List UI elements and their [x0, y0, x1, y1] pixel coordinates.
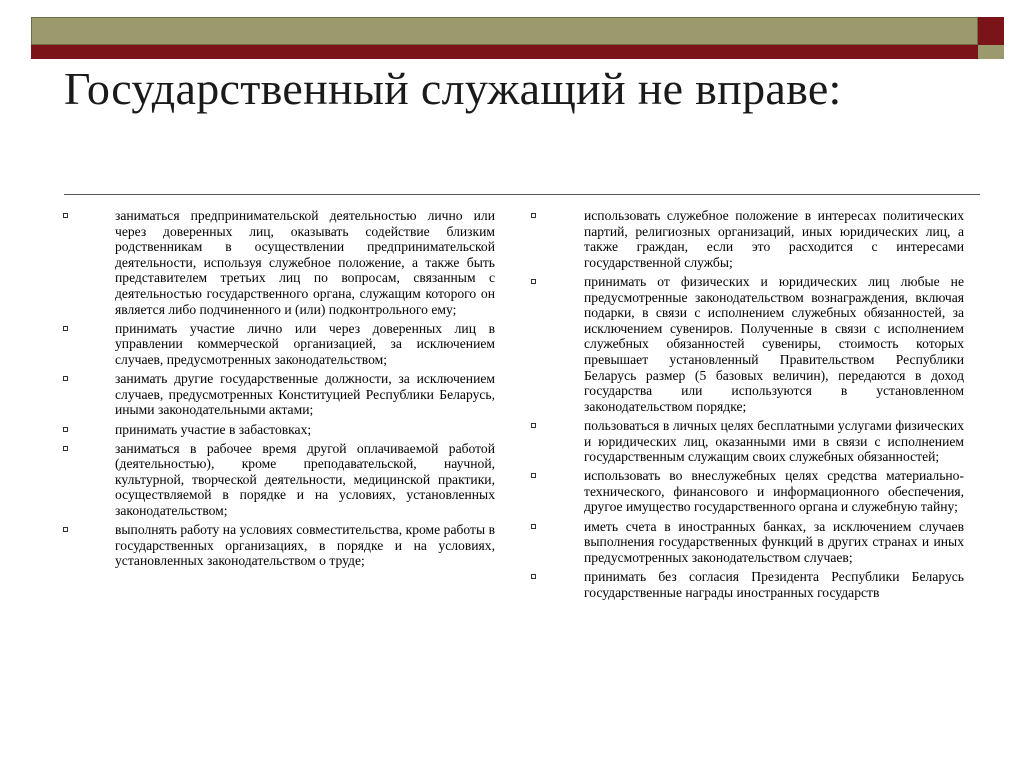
right-column-list	[531, 208, 964, 604]
square-bullet-icon	[63, 527, 68, 532]
list-item	[63, 422, 495, 438]
list-item	[63, 522, 495, 569]
list-item	[531, 468, 964, 515]
list-item	[531, 519, 964, 566]
list-item	[531, 569, 964, 600]
list-item-text: пользоваться в личных целях бесплатными услугами физических и юридических лиц, оказанными ими в связи с исполнением государственным служащим своих служебных обязанностей;	[584, 417, 964, 465]
list-item	[63, 321, 495, 368]
square-bullet-icon	[531, 473, 536, 478]
list-item	[63, 441, 495, 519]
square-bullet-icon	[63, 446, 68, 451]
list-item	[531, 418, 964, 465]
list-item	[63, 371, 495, 418]
list-item-text: принимать участие в забастовках;	[115, 421, 312, 437]
list-item-text: использовать служебное положение в интересах политических партий, религиозных организаций, иных юридических лиц, а также граждан, если это расходится с интересами государственной службы;	[584, 208, 964, 270]
header-olive-bar	[31, 17, 978, 45]
square-bullet-icon	[531, 279, 536, 284]
square-bullet-icon	[63, 213, 68, 218]
slide-title: Государственный служащий не вправе:	[64, 63, 842, 114]
square-bullet-icon	[63, 427, 68, 432]
list-item-text: принимать без согласия Президента Республики Беларусь государственные награды иностранных государств	[584, 569, 964, 600]
list-item-text: иметь счета в иностранных банках, за исключением случаев выполнения государственных функций в других странах и иных предусмотренных законодательством случаев;	[584, 518, 964, 565]
square-bullet-icon	[63, 326, 68, 331]
header-olive-square	[978, 45, 1004, 59]
list-item-text: заниматься предпринимательской деятельностью лично или через доверенных лиц, оказывать содействие близким родственникам в осуществлении предпринимательской деятельности, используя служебное положение, а также быть представителем третьих лиц по вопросам, связанным с деятельностью государственного органа, служащим которого он является либо подчиненного и (или) подконтрольного ему;	[115, 208, 495, 317]
square-bullet-icon	[531, 213, 536, 218]
header-red-square	[978, 17, 1004, 45]
square-bullet-icon	[531, 524, 536, 529]
square-bullet-icon	[63, 376, 68, 381]
list-item-text: использовать во внеслужебных целях средства материально-технического, финансового и информационного обеспечения, другое имущество государственного органа и служебную тайну;	[584, 468, 964, 515]
list-item	[531, 274, 964, 414]
left-column-list	[63, 208, 495, 573]
list-item	[63, 208, 495, 317]
list-item-text: выполнять работу на условиях совместительства, кроме работы в государственных организациях, в порядке и на условиях, установленных законодательством о труде;	[115, 522, 495, 569]
list-item	[531, 208, 964, 270]
square-bullet-icon	[531, 423, 536, 428]
list-item-text: принимать от физических и юридических лиц любые не предусмотренные законодательством вознаграждения, включая подарки, в связи с исполнением служебных обязанностей, за исключением сувениров. Полученные в связи с исполнением служебных обязанностей сувениры, стоимость которых превышает установленный Правительством Республики Беларусь размер (5 базовых величин), передаются в доход государства или используются в установленном законодательством порядке;	[584, 273, 964, 414]
list-item-text: принимать участие лично или через доверенных лиц в управлении коммерческой организацией, за исключением случаев, предусмотренных законодательством;	[115, 320, 495, 367]
list-item-text: занимать другие государственные должности, за исключением случаев, предусмотренных Конституцией Республики Беларусь, иными законодательными актами;	[115, 371, 495, 418]
square-bullet-icon	[531, 574, 536, 579]
title-divider	[64, 194, 980, 195]
list-item-text: заниматься в рабочее время другой оплачиваемой работой (деятельностью), кроме преподавательской, научной, культурной, творческой деятельности, медицинской практики, осуществляемой в порядке и на условиях, установленных законодательством;	[115, 440, 495, 519]
